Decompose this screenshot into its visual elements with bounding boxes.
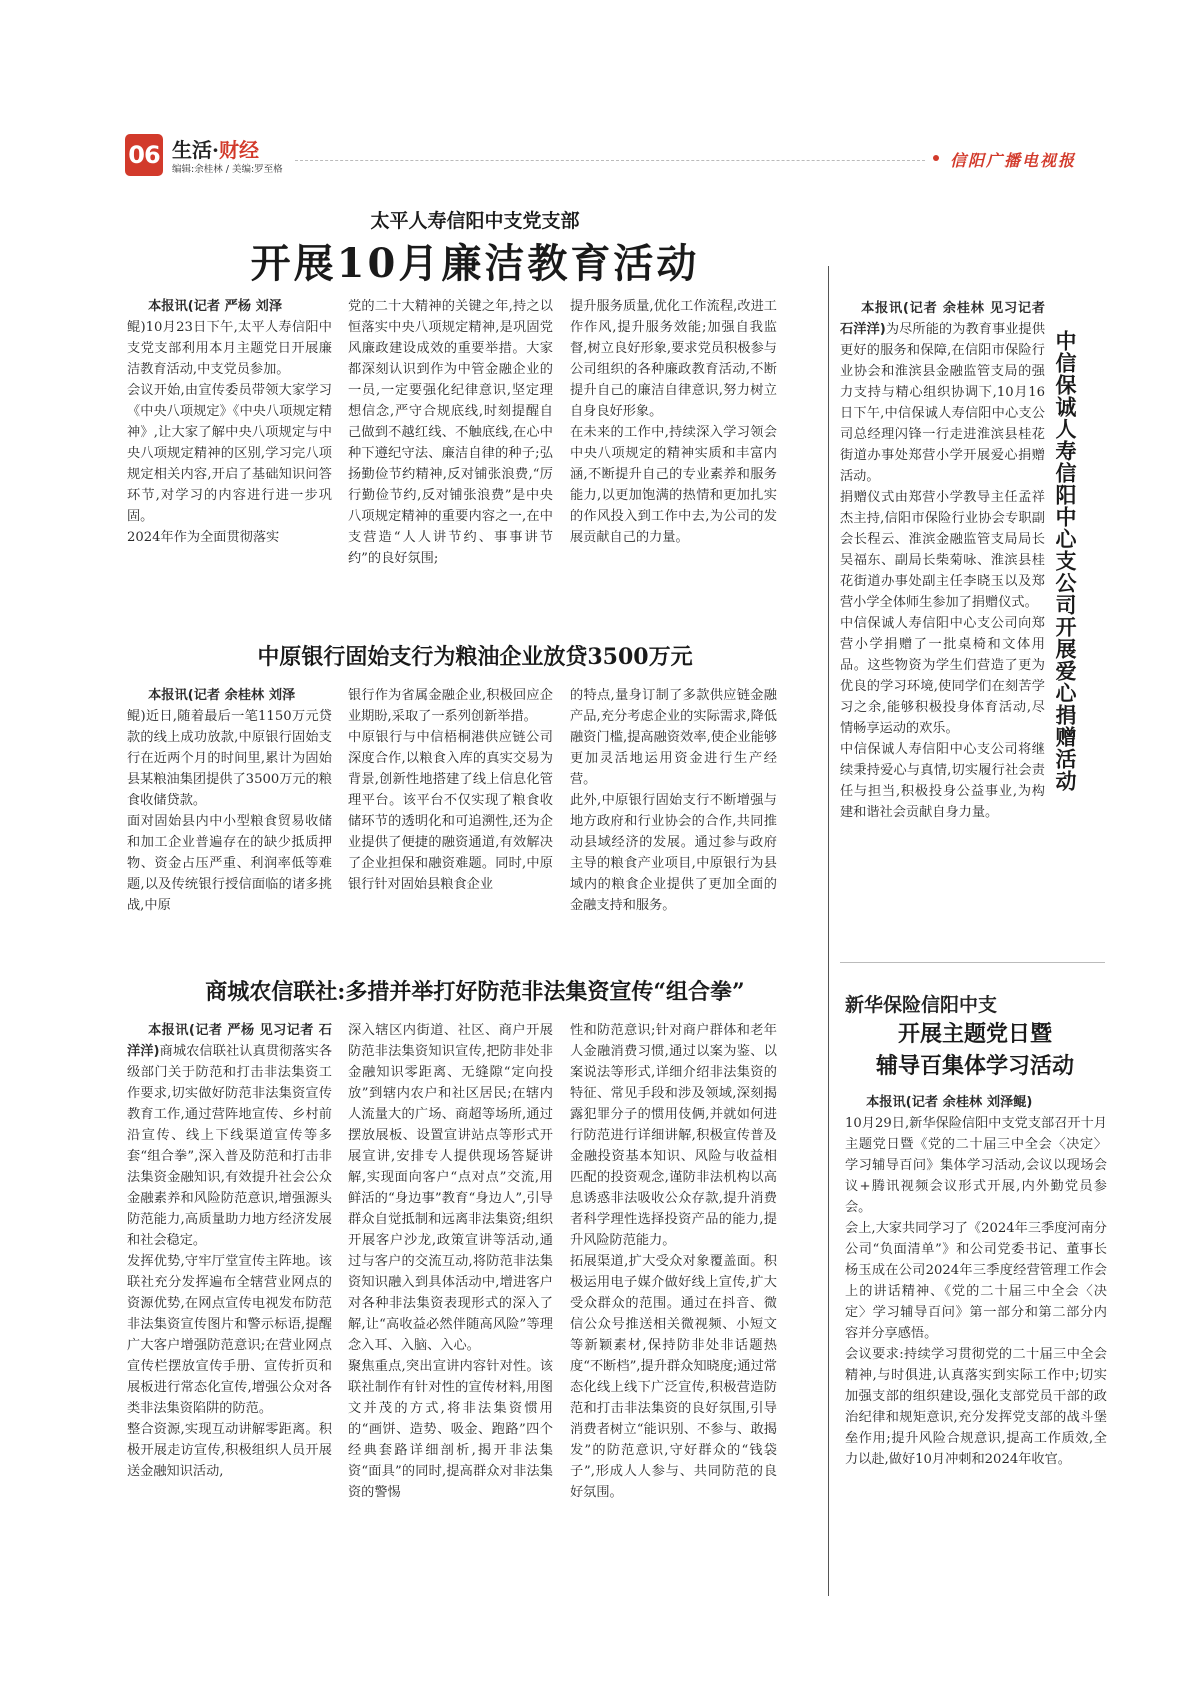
article2-col1 xyxy=(127,685,332,916)
article5-kicker: 新华保险信阳中支 xyxy=(845,994,998,1016)
article1-col1-text: 鲲)10月23日下午,太平人寿信阳中支党支部利用本月主题党日开展廉洁教育活动,中支党员参加。 会议开始,由宣传委员带领大家学习《中央八项规定》《中央八项规定精神》,让大家了解中央八项规定与中央八项规定精神的区别,学习完八项规定相关内容,开启了基础知识问答环节,对学习的内容进行进一步巩固。 2024年作为全面贯彻落实 xyxy=(127,320,332,545)
right-divider xyxy=(840,962,1105,963)
article1-col1 xyxy=(127,296,332,548)
article4-body xyxy=(840,298,1050,823)
article2-col3 xyxy=(570,685,777,916)
article3-col1-text: 商城农信联社认真贯彻落实各级部门关于防范和打击非法集资工作要求,切实做好防范非法集资宣传教育工作,通过营阵地宣传、乡村前沿宣传、线上下线渠道宣传等多套“组合拳”,深入普及防范和打击非法集资金融知识,有效提升社会公众金融素养和风险防范意识,增强源头防范能力,高质量助力地方经济发展和社会稳定。 发挥优势,守牢厅堂宣传主阵地。该联社充分发挥遍布全辖营业网点的资源优势,在网点宣传电视发布防范非法集资宣传图片和警示标语,提醒广大客户增强防范意识;在营业网点宣传栏摆放宣传手册、宣传折页和展板进行常态化宣传,增强公众对各类非法集资陷阱的防范。 整合资源,实现互动讲解零距离。积极开展走访宣传,积极组织人员开展送金融知识活动, xyxy=(127,1044,333,1479)
article5-headline-line1: 开展主题党日暨 xyxy=(897,1021,1052,1047)
article2-headline: 中原银行固始支行为粮油企业放贷3500万元 xyxy=(257,644,693,670)
article1-col3-text: 提升服务质量,优化工作流程,改进工作作风,提升服务效能;加强自我监督,树立良好形象,要求党员积极参与公司组织的各种廉政教育活动,不断提升自己的廉洁自律意识,努力树立自身良好形象。 在未来的工作中,持续深入学习领会中央八项规定的精神实质和丰富内涵,不断提升自己的专业素养和服务能力,以更加饱满的热情和更加扎实的作风投入到工作中去,为公司的发展贡献自己的力量。 xyxy=(570,299,777,545)
article2-col2-text: 银行作为省属金融企业,积极回应企业期盼,采取了一系列创新举措。 中原银行与中信梧桐港供应链公司深度合作,以粮食入库的真实交易为背景,创新性地搭建了线上信息化管理平台。该平台不仅实现了粮食收储环节的透明化和可追溯性,还为企业提供了便捷的融资通道,有效解决了企业担保和融资难题。同时,中原银行针对固始县粮食企业 xyxy=(348,688,553,892)
article1-headline: 开展10月廉洁教育活动 xyxy=(250,240,700,287)
article1-kicker: 太平人寿信阳中支党支部 xyxy=(370,210,580,232)
article5-body xyxy=(845,1092,1107,1470)
article2-col1-text: 鲲)近日,随着最后一笔1150万元贷款的线上成功放款,中原银行固始支行在近两个月的时间里,累计为固始县某粮油集团提供了3500万元的粮食收储贷款。 面对固始县内中小型粮食贸易收储和加工企业普遍存在的缺少抵质押物、资金占压严重、利润率低等难题,以及传统银行授信面临的诸多挑战,中原 xyxy=(127,709,332,913)
editor-credits: 编辑:余桂林 / 美编:罗至格 xyxy=(172,164,283,175)
article5-body-text: 10月29日,新华保险信阳中支党支部召开十月主题党日暨《党的二十届三中全会〈决定〉学习辅导百问》集体学习活动,会议以现场会议+腾讯视频会议形式开展,内外勤党员参会。 会上,大家共同学习了《2024年三季度河南分公司“负面清单”》和公司党委书记、董事长杨玉成在公司2024年三季度经营管理工作会上的讲话精神、《党的二十届三中全会〈决定〉学习辅导百问》第一部分和第二部分内容并分享感悟。 会议要求:持续学习贯彻党的二十届三中全会精神,与时俱进,认真落实到实际工作中;切实加强支部的组织建设,强化支部党员干部的政治纪律和规矩意识,充分发挥党支部的战斗堡垒作用;提升风险合规意识,提高工作质效,全力以赴,做好10月冲刺和2024年收官。 xyxy=(845,1116,1107,1467)
section-title xyxy=(172,134,259,163)
article2-lead: 本报讯(记者 余桂林 刘泽 xyxy=(148,688,296,703)
article4-lead: 本报讯(记者 余桂林 见习记者 石洋洋) xyxy=(840,301,1050,337)
article3-col1 xyxy=(127,1020,332,1482)
article3-col3-text: 性和防范意识;针对商户群体和老年人金融消费习惯,通过以案为鉴、以案说法等形式,详细介绍非法集资的特征、常见手段和涉及领域,深刻揭露犯罪分子的惯用伎俩,并就如何进行防范进行详细讲解,积极宣传普及金融投资基本知识、风险与收益相匹配的投资观念,谨防非法机构以高息诱惑非法吸收公众存款,提升消费者科学理性选择投资产品的能力,提升风险防范能力。 拓展渠道,扩大受众对象覆盖面。积极运用电子媒介做好线上宣传,扩大受众群众的范围。通过在抖音、微信公众号推送相关微视频、小短文等新颖素材,保持防非处非话题热度“不断档”,提升群众知晓度;通过常态化线上线下广泛宣传,积极营造防范和打击非法集资的良好氛围,引导消费者树立“能识别、不参与、敢揭发”的防范意识,守好群众的“钱袋子”,形成人人参与、共同防范的良好氛围。 xyxy=(570,1023,777,1500)
column-divider xyxy=(828,266,829,1596)
header-dot xyxy=(933,155,939,161)
page-number: 06 xyxy=(125,134,163,176)
article2-col2 xyxy=(348,685,553,895)
header-rule xyxy=(295,160,925,161)
article2-col3-text: 的特点,量身订制了多款供应链金融产品,充分考虑企业的实际需求,降低融资门槛,提高融资效率,使企业能够更加灵活地运用资金进行生产经营。 此外,中原银行固始支行不断增强与地方政府和行业协会的合作,共同推动县域经济的发展。通过参与政府主导的粮食产业项目,中原银行为县域内的粮食企业提供了更加全面的金融支持和服务。 xyxy=(570,688,777,913)
newspaper-name: 信阳广播电视报 xyxy=(950,151,1077,170)
article5-headline-line2: 辅导百集体学习活动 xyxy=(875,1053,1074,1079)
article4-body-text: 为尽所能的为教育事业提供更好的服务和保障,在信阳市保险行业协会和淮滨县金融监管支局的强力支持与精心组织协调下,10月16日下午,中信保诚人寿信阳中心支公司总经理闪锋一行走进淮滨县桂花街道办事处郑营小学开展爱心捐赠活动。 捐赠仪式由郑营小学教导主任孟祥杰主持,信阳市保险行业协会专职副会长程云、淮滨金融监管支局局长吴福东、副局长柴菊咏、淮滨县桂花街道办事处副主任李晓玉以及郑营小学全体师生参加了捐赠仪式。 中信保诚人寿信阳中心支公司向郑营小学捐赠了一批桌椅和文体用品。这些物资为学生们营造了更为优良的学习环境,使同学们在刻苦学习之余,能够积极投身体育活动,尽情畅享运动的欢乐。 中信保诚人寿信阳中心支公司将继续秉持爱心与真情,切实履行社会责任与担当,积极投身公益事业,为构建和谐社会贡献自身力量。 xyxy=(840,322,1046,820)
article1-col2-text: 党的二十大精神的关键之年,持之以恒落实中央八项规定精神,是巩固党风廉政建设成效的重要举措。大家都深刻认识到作为中管金融企业的一员,一定要强化纪律意识,坚定理想信念,严守合规底线,时刻提醒自己做到不越红线、不触底线,在心中种下遵纪守法、廉洁自律的种子;弘扬勤俭节约精神,反对铺张浪费,“厉行勤俭节约,反对铺张浪费”是中央八项规定精神的重要内容之一,在中支营造“人人讲节约、事事讲节约”的良好氛围; xyxy=(348,299,553,566)
article1-col3 xyxy=(570,296,777,548)
article3-headline: 商城农信联社:多措并举打好防范非法集资宣传“组合拳” xyxy=(205,979,745,1005)
article3-col2 xyxy=(348,1020,553,1503)
section-subname: 财经 xyxy=(218,138,259,162)
article3-col2-text: 深入辖区内街道、社区、商户开展防范非法集资知识宣传,把防非处非金融知识零距离、无缝隙“定向投放”到辖内农户和社区居民;在辖内人流量大的广场、商超等场所,通过摆放展板、设置宣讲站点等形式开展宣讲,安排专人提供现场答疑讲解,实现面向客户“点对点”交流,用鲜活的“身边事”教育“身边人”,引导群众自觉抵制和远离非法集资;组织开展客户沙龙,政策宣讲等活动,通过与客户的交流互动,将防范非法集资知识融入到具体活动中,增进客户对各种非法集资表现形式的深入了解,让“高收益必然伴随高风险”等理念入耳、入脑、入心。 聚焦重点,突出宣讲内容针对性。该联社制作有针对性的宣传材料,用图文并茂的方式,将非法集资惯用的“画饼、造势、吸金、跑路”四个经典套路详细剖析,揭开非法集资“面具”的同时,提高群众对非法集资的警惕 xyxy=(348,1023,553,1500)
section-dot: · xyxy=(212,138,219,162)
article3-lead: 本报讯(记者 严杨 见习记者 石洋洋) xyxy=(127,1023,332,1059)
article1-col2 xyxy=(348,296,553,569)
section-name: 生活 xyxy=(172,138,212,162)
article4-headline: 中信保诚人寿信阳中心支公司开展爱心捐赠活动 xyxy=(1053,330,1077,792)
article3-col3 xyxy=(570,1020,777,1503)
article1-lead: 本报讯(记者 严杨 刘泽 xyxy=(148,299,283,314)
article5-lead: 本报讯(记者 余桂林 刘泽鲲) xyxy=(866,1095,1033,1110)
